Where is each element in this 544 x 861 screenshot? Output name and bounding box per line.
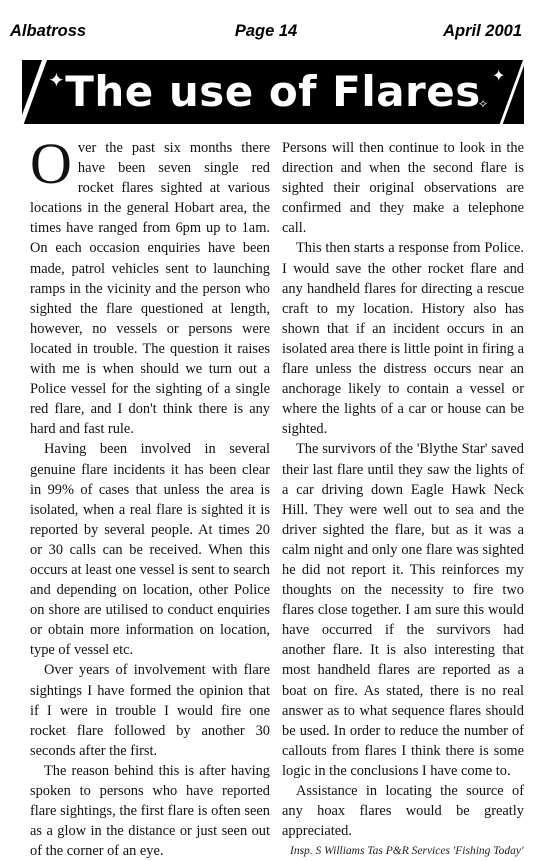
article-paragraph: Assistance in locating the source of any hoax flares would be greatly appreciated. xyxy=(282,783,524,840)
sparkle-icon: ✦ xyxy=(492,66,506,85)
article-paragraph: The survivors of the 'Blythe Star' saved their last flare until they saw the lights of a car driving down Eagle Hawk Neck Hill. They were well out to sea and the driver sighted the flare, but as it was a calm night and only one flare was sighted he did not report it. This reinforces my thoughts on the necessity to fire two flares close together. I am sure this would have occurred if the survivors had another flare. It is also interesting that most handheld flares are reported as a boat on fire. As stated, there is no real answer as to what sequence flares should be used. In order to reduce the number of callouts from flares I think there is some logic in the conclusions I have come to. xyxy=(282,441,524,779)
title-banner xyxy=(22,60,524,124)
page-header xyxy=(10,22,522,44)
drop-cap: O xyxy=(30,131,72,196)
article-paragraph: Over the past six months there have been seven single red rocket flares sighted at various locations in the general Hobart area, the times have ranged from 6pm up to 1am. On each occasion enquiries have been made, patrol vehicles sent to launching ramps in the vicinity and the person who sighted the flare questioned at length, however, no vessels or persons were located in trouble. The question it raises with me is when should we turn out a Police vessel for the sighting of a single red flare, and I don't think there is any hard and fast rule. xyxy=(30,131,270,438)
article-paragraph: This then starts a response from Police. I would save the other rocket flare and any handheld flares for directing a rescue craft to my location. History also has shown that if an incident occurs in an isolated area there is little point in firing a flare unless the distress occurs near an anchorage likely to contain a vessel or where the lights of a car or house can be sighted. xyxy=(282,240,524,438)
publication-name: Albatross xyxy=(10,22,87,40)
article-paragraph: Over years of involvement with flare sightings I have formed the opinion that if I were in trouble I would fire one rocket flare followed by another 30 seconds after the first. xyxy=(30,662,270,759)
author-credit: Insp. S Williams Tas P&R Services 'Fishing Today' xyxy=(290,845,524,858)
article-column-right xyxy=(282,138,524,858)
sparkle-icon: ✦ xyxy=(48,68,65,92)
article-column-left xyxy=(30,131,270,861)
issue-date: April 2001 xyxy=(443,22,522,40)
article-paragraph: The reason behind this is after having spoken to persons who have reported flare sightings, the first flare is often seen as a glow in the distance or just seen out of the corner of an eye. xyxy=(30,762,270,860)
article-title: The use of Flares xyxy=(65,67,481,116)
article-paragraph: Having been involved in several genuine flare incidents it has been clear in 99% of cases that unless the area is isolated, when a real flare is sighted it is reported by several people. At times 20 or 30 calls can be received. When this occurs at least one vessel is sent to search and depending on location, other Police on shore are utilised to conduct enquiries or obtain more information on location, type of vessel etc. xyxy=(30,441,270,659)
article-paragraph: Persons will then continue to look in the direction and when the second flare is sighted their original observations are confirmed and they make a telephone call. xyxy=(282,140,524,237)
sparkle-icon: ✧ xyxy=(478,97,489,111)
page-number: Page 14 xyxy=(234,22,298,40)
